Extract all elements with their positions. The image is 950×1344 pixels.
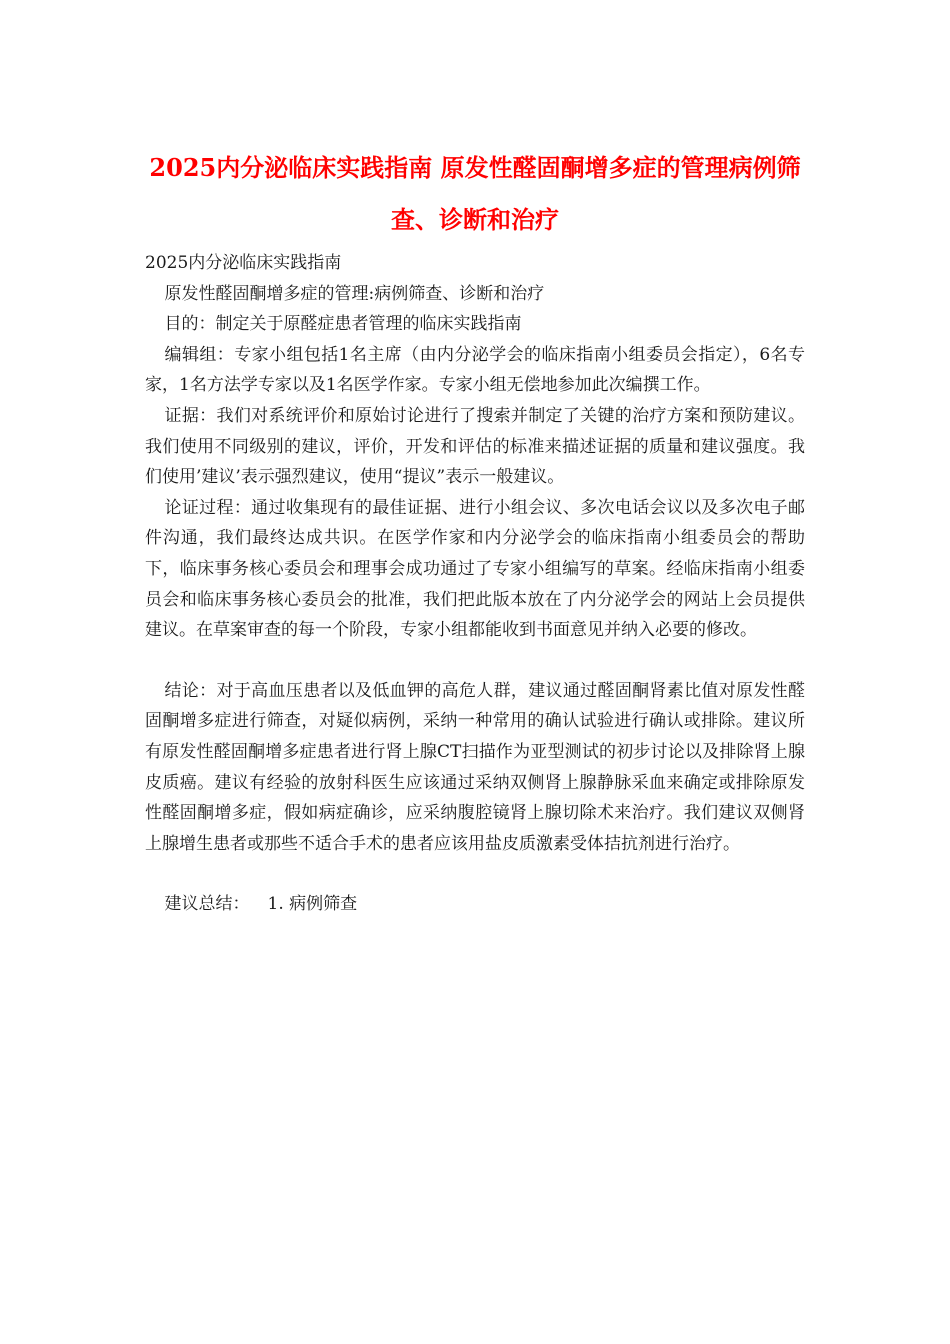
- paragraph-consensus-process: 论证过程：通过收集现有的最佳证据、进行小组会议、多次电话会议以及多次电子邮件沟通，我们最终达成共识。在医学作家和内分泌学会的临床指南小组委员会的帮助下，临床事务核心委员会和理事会成功通过了专家小组编写的草案。经临床指南小组委员会和临床事务核心委员会的批准，我们把此版本放在了内分泌学会的网站上会员提供建议。在草案审查的每一个阶段，专家小组都能收到书面意见并纳入必要的修改。: [145, 497, 805, 641]
- paragraph-editorial-group: 编辑组：专家小组包括1名主席（由内分泌学会的临床指南小组委员会指定），6名专家，1名方法学专家以及1名医学作家。专家小组无偿地参加此次编撰工作。: [145, 344, 805, 396]
- document-body: [145, 248, 805, 920]
- paragraph-guideline-name: 2025内分泌临床实践指南: [145, 253, 342, 273]
- paragraph-evidence: 证据：我们对系统评价和原始讨论进行了搜索并制定了关键的治疗方案和预防建议。我们使用不同级别的建议，评价，开发和评估的标准来描述证据的质量和建议强度。我们使用’建议’表示强烈建议，使用“提议”表示一般建议。: [145, 405, 805, 488]
- paragraph-conclusion: 结论：对于高血压患者以及低血钾的高危人群，建议通过醛固酮肾素比值对原发性醛固酮增多症进行筛查，对疑似病例，采纳一种常用的确认试验进行确认或排除。建议所有原发性醛固酮增多症患者进行肾上腺CT扫描作为亚型测试的初步讨论以及排除肾上腺皮质癌。建议有经验的放射科医生应该通过采纳双侧肾上腺静脉采血来确定或排除原发性醛固酮增多症，假如病症确诊，应采纳腹腔镜肾上腺切除术来治疗。我们建议双侧肾上腺增生患者或那些不适合手术的患者应该用盐皮质激素受体拮抗剂进行治疗。: [145, 680, 805, 854]
- paragraph-subtitle: 原发性醛固酮增多症的管理:病例筛查、诊断和治疗: [164, 283, 545, 304]
- paragraph-purpose: 目的：制定关于原醛症患者管理的临床实践指南: [164, 314, 522, 335]
- summary-label: 建议总结：: [164, 894, 250, 915]
- summary-line: [145, 889, 805, 920]
- document-title: 2025内分泌临床实践指南 原发性醛固酮增多症的管理病例筛查、诊断和治疗: [149, 153, 801, 234]
- summary-item: 1. 病例筛查: [267, 894, 358, 915]
